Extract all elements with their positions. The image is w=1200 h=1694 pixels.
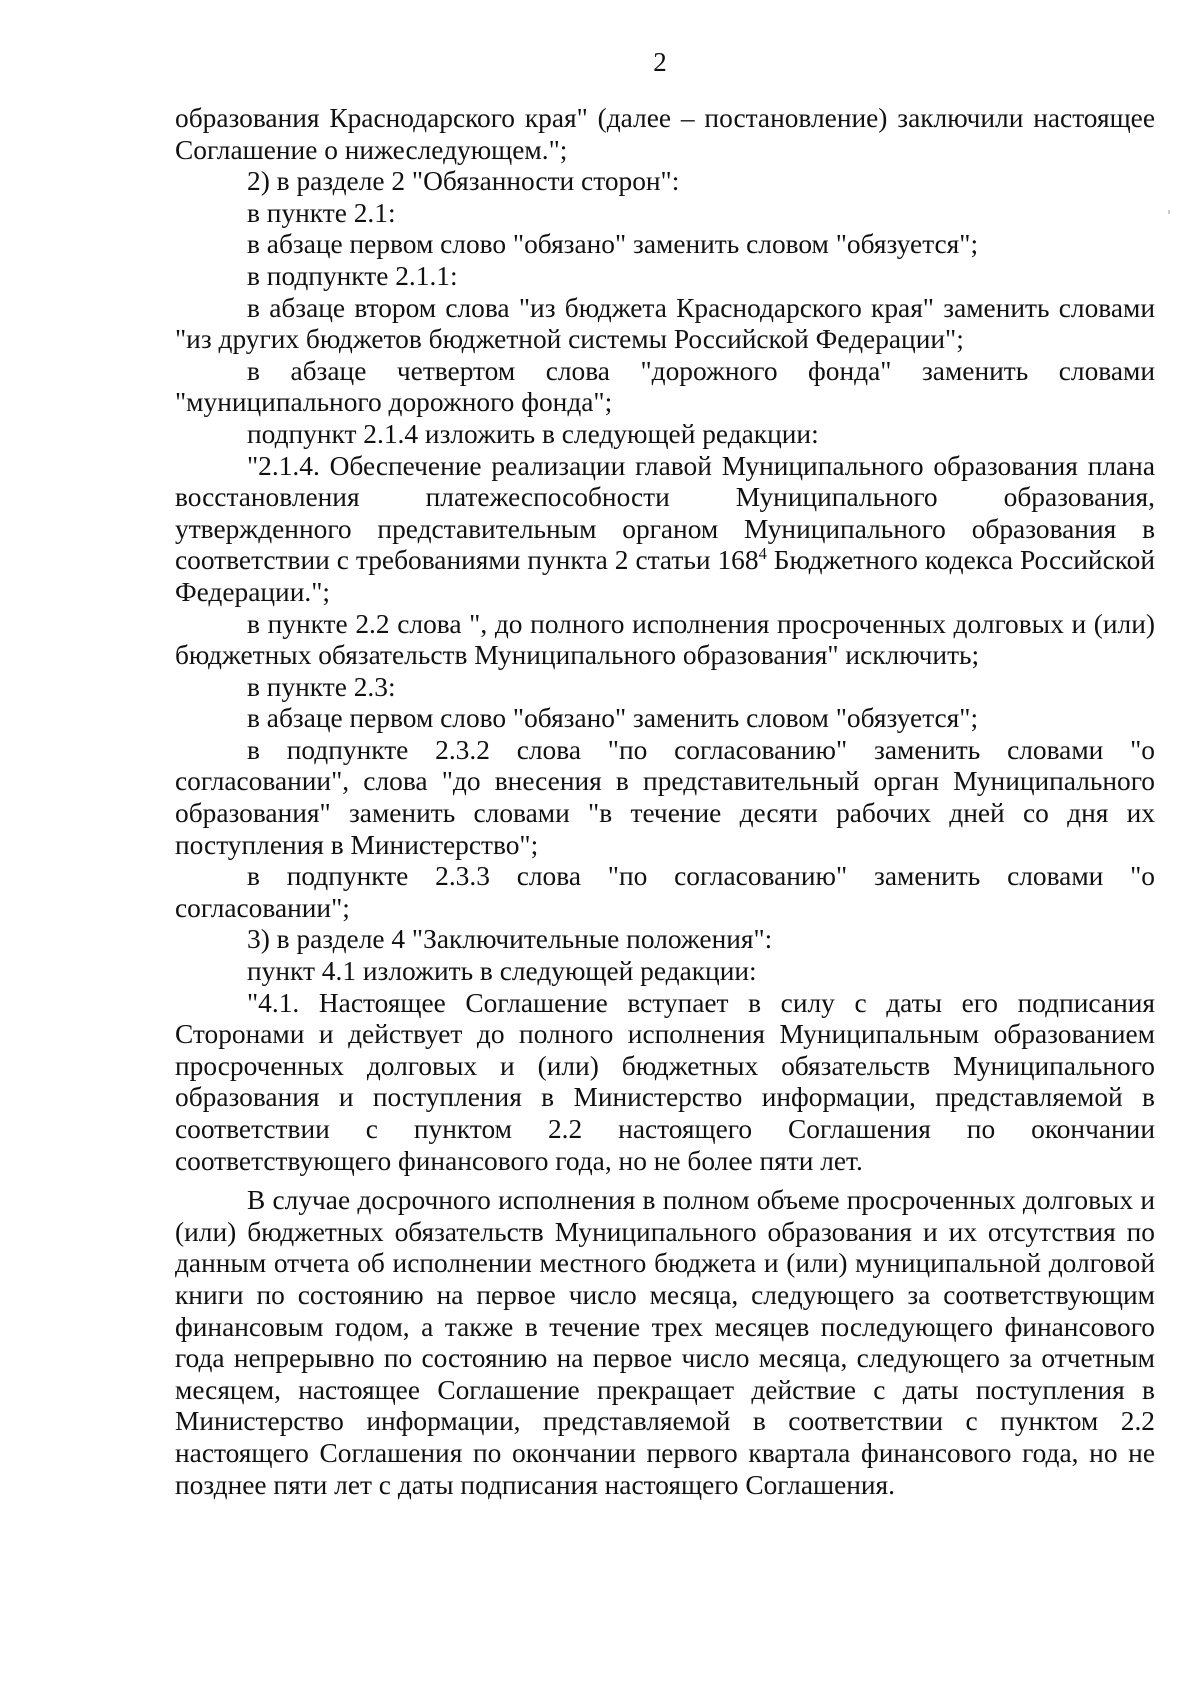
paragraph-10: в пункте 2.2 слова ", до полного исполнения просроченных долговых и (или) бюджетных обязательств Муниципального образования" исключить; <box>175 608 1155 671</box>
paragraph-16: пункт 4.1 изложить в следующей редакции: <box>247 956 757 987</box>
footnote-superscript: 4 <box>758 544 767 564</box>
paragraph-15: 3) в разделе 4 "Заключительные положения": <box>247 924 773 955</box>
paragraph-9-text-before: "2.1.4. Обеспечение реализации главой Муниципального образования плана восстановления платежеспособности Муниципального образования, утвержденного представительным органом Муниципального образования в соответствии с требованиями пункта 2 статьи 168 <box>175 450 1155 576</box>
paragraph-2: 2) в разделе 2 "Обязанности сторон": <box>247 166 680 197</box>
paragraph-4: в абзаце первом слово "обязано" заменить словом "обязуется"; <box>247 229 979 260</box>
paragraph-1: образования Краснодарского края" (далее – постановление) заключили настоящее Соглашение о нижеследующем."; <box>175 103 1155 165</box>
paragraph-11: в пункте 2.3: <box>247 671 396 702</box>
paragraph-18: В случае досрочного исполнения в полном объеме просроченных долговых и (или) бюджетных обязательств Муниципального образования и их отсутствия по данным отчета об исполнении местного бюджета и (или) муниципальной долговой книги по состоянию на первое число месяца, следующего за соответствующим финансовым годом, а также в течение трех месяцев последующего финансового года непрерывно по состоянию на первое число месяца, следующего за отчетным месяцем, настоящее Соглашение прекращает действие с даты поступления в Министерство информации, представляемой в соответствии с пунктом 2.2 настоящего Соглашения по окончании первого квартала финансового года, но не позднее пяти лет с даты подписания настоящего Соглашения. <box>175 1185 1155 1500</box>
paragraph-9-text-after: Бюджетного кодекса Российской Федерации."; <box>175 545 1155 607</box>
paragraph-7: в абзаце четвертом слова "дорожного фонда" заменить словами "муниципального дорожного фонда"; <box>175 355 1155 418</box>
paragraph-13: в подпункте 2.3.2 слова "по согласованию" заменить словами "о согласовании", слова "до внесения в представительный орган Муниципального образования" заменить словами "в течение десяти рабочих дней со дня их поступления в Министерство"; <box>175 734 1155 860</box>
paragraph-5: в подпункте 2.1.1: <box>247 260 458 291</box>
paragraph-8: подпункт 2.1.4 изложить в следующей редакции: <box>247 418 819 449</box>
paragraph-9 <box>175 451 1155 609</box>
page-number: 2 <box>653 47 667 77</box>
paragraph-17: "4.1. Настоящее Соглашение вступает в силу с даты его подписания Сторонами и действует до полного исполнения Муниципальным образованием просроченных долговых и (или) бюджетных обязательств Муниципального образования и поступления в Министерство информации, представляемой в соответствии с пунктом 2.2 настоящего Соглашения по окончании соответствующего финансового года, но не более пяти лет. <box>175 987 1155 1176</box>
scan-artifact <box>1168 210 1170 214</box>
document-body <box>175 103 1155 1501</box>
paragraph-6: в абзаце втором слова "из бюджета Краснодарского края" заменить словами "из других бюджетов бюджетной системы Российской Федерации"; <box>175 292 1155 355</box>
paragraph-14: в подпункте 2.3.3 слова "по согласованию" заменить словами "о согласовании"; <box>175 861 1155 923</box>
paragraph-3: в пункте 2.1: <box>247 197 396 228</box>
paragraph-12: в абзаце первом слово "обязано" заменить словом "обязуется"; <box>247 703 979 734</box>
